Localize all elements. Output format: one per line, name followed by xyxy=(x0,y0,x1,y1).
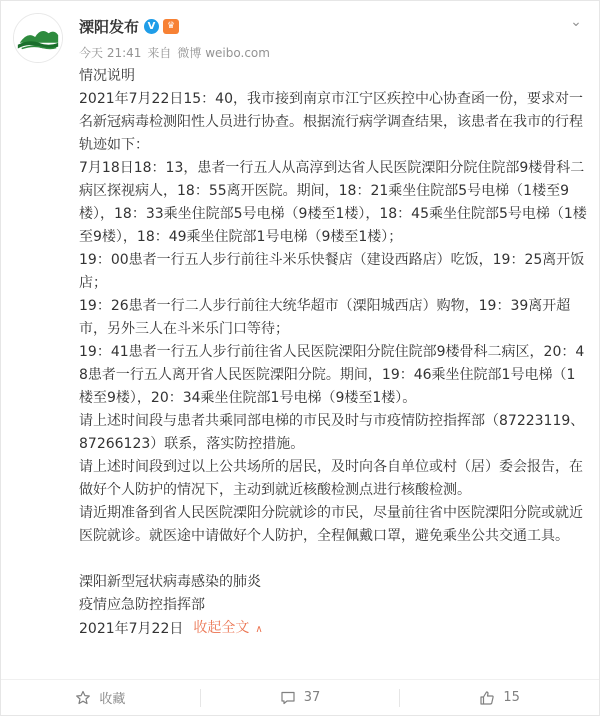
verified-icon: V xyxy=(144,19,159,34)
post-content xyxy=(79,65,589,641)
post-paragraph: 请近期准备到省人民医院溧阳分院就诊的市民，尽量前往省中医院溧阳分院或就近医院就诊。就医途中请做好个人防护，全程佩戴口罩，避免乘坐公共交通工具。 xyxy=(79,505,583,544)
signature-line: 溧阳新型冠状病毒感染的肺炎 xyxy=(79,574,261,590)
source-prefix: 来自 xyxy=(147,46,172,60)
post-meta xyxy=(79,44,559,61)
comment-icon xyxy=(280,690,296,706)
like-count: 15 xyxy=(503,690,520,705)
favorite-button[interactable] xyxy=(1,689,201,707)
post-footer xyxy=(1,679,599,715)
collapse-label: 收起全文 xyxy=(193,620,250,636)
chevron-down-icon[interactable]: ⌄ xyxy=(570,14,582,30)
post-paragraph: 请上述时间段到过以上公共场所的居民，及时向各自单位或村（居）委会报告，在做好个人防护的情况下，主动到就近核酸检测点进行核酸检测。 xyxy=(79,459,583,498)
avatar[interactable] xyxy=(13,13,63,63)
thumbs-up-icon xyxy=(479,690,495,706)
vip-icon: ♛ xyxy=(163,19,179,34)
logo-icon xyxy=(14,14,62,62)
post-paragraph: 请上述时间段与患者共乘同部电梯的市民及时与市疫情防控指挥部（87223119、87266123）联系，落实防控措施。 xyxy=(79,413,585,452)
collapse-button[interactable] xyxy=(193,617,262,641)
post-paragraph: 19：26患者一行二人步行前往大统华超市（溧阳城西店）购物，19：39离开超市，另外三人在斗米乐门口等待； xyxy=(79,298,571,337)
username[interactable]: 溧阳发布 xyxy=(79,17,140,36)
post-paragraph: 19：00患者一行五人步行前往斗米乐快餐店（建设西路店）吃饭，19：25离开饭店； xyxy=(79,252,585,291)
post-paragraph: 7月18日18：13，患者一行五人从高淳到达省人民医院溧阳分院住院部9楼骨科二病区探视病人，18：55离开医院。期间，18：21乘坐住院部5号电梯（1楼至9楼），18：33乘坐住院部5号电梯（9楼至1楼），18：45乘坐住院部5号电梯（1楼至9楼），18：49乘坐住院部1号电梯（9楼至1楼）； xyxy=(79,160,587,245)
favorite-label: 收藏 xyxy=(99,692,126,707)
post-date-row xyxy=(79,617,589,641)
chevron-up-icon: ∧ xyxy=(255,624,263,635)
post-time[interactable]: 今天 21:41 xyxy=(79,46,142,60)
signature-line: 疫情应急防控指挥部 xyxy=(79,597,205,613)
comment-button[interactable] xyxy=(201,689,401,707)
post-heading: 情况说明 xyxy=(79,68,135,84)
post-source[interactable]: 微博 weibo.com xyxy=(177,46,270,60)
post-header xyxy=(79,15,559,65)
like-button[interactable] xyxy=(400,689,599,707)
comment-count: 37 xyxy=(303,690,321,705)
post-date: 2021年7月22日 xyxy=(79,620,184,637)
post-paragraph: 2021年7月22日15：40，我市接到南京市江宁区疾控中心协查函一份，要求对一名新冠病毒检测阳性人员进行协查。根据流行病学调查结果，该患者在我市的行程轨迹如下： xyxy=(79,91,583,153)
star-icon xyxy=(75,690,91,706)
post-paragraph: 19：41患者一行五人步行前往省人民医院溧阳分院住院部9楼骨科二病区，20：48患者一行五人离开省人民医院溧阳分院。期间，19：46乘坐住院部1号电梯（1楼至9楼），20：34乘坐住院部1号电梯（9楼至1楼）。 xyxy=(79,344,585,406)
